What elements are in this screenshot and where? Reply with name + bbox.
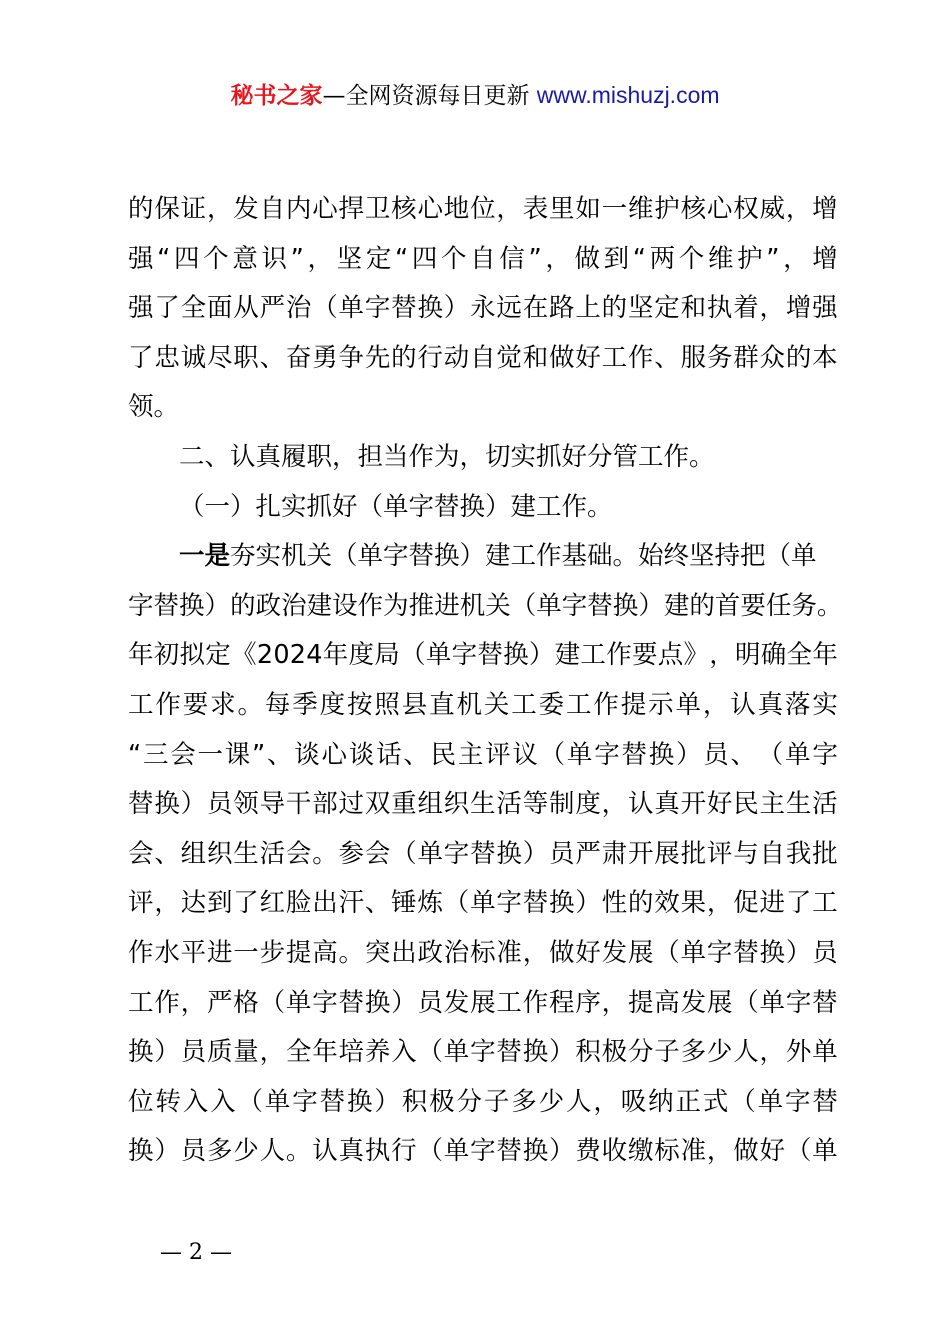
text-line: 换 ） 员 质 量 ， 全 年 培 养 入 （ 单 字 替 换 ） 积 极 分 子 多 少 人 ， 外 单 — [128, 1037, 838, 1068]
text-line: 会 、 组 织 生 活 会 。 参 会 （ 单 字 替 换 ） 员 严 肃 开 展 批 评 与 自 我 批 — [128, 838, 838, 869]
text-line: 了 忠 诚 尽 职 、 奋 勇 争 先 的 行 动 自 觉 和 做 好 工 作 、 服 务 群 众 的 本 — [128, 342, 838, 373]
text-line: 的 保 证 ， 发 自 内 心 捍 卫 核 心 地 位 ， 表 里 如 一 维 护 核 心 权 威 ， 增 — [128, 194, 838, 224]
paragraph-first-line — [128, 532, 838, 582]
text-line: 换 ） 员 多 少 人 。 认 真 执 行 （ 单 字 替 换 ） 费 收 缴 标 准 ， 做 好 （ 单 — [128, 1136, 838, 1167]
text-line: 替 换 ） 员 领 导 干 部 过 双 重 组 织 生 活 等 制 度 ， 认 真 开 好 民 主 生 活 — [128, 789, 838, 820]
subsection-heading: （一）扎实抓好（单字替换）建工作。 — [179, 491, 613, 522]
text-line: 强 了 全 面 从 严 治 （ 单 字 替 换 ） 永 远 在 路 上 的 坚 定 和 执 着 ， 增 强 — [128, 293, 838, 324]
text-line: “ 三 会 一 课 ” 、 谈 心 谈 话 、 民 主 评 议 （ 单 字 替 换 ） 员 、 （ 单 字 — [128, 739, 838, 770]
site-brand: 秘书之家 — [230, 83, 323, 109]
text-line: 领。 — [128, 392, 180, 423]
text-line: 字 替 换 ） 的 政 治 建 设 作 为 推 进 机 关 （ 单 字 替 换 ） 建 的 首 要 任 务 。 — [128, 590, 843, 621]
text-line: 年 初 拟 定 《 2 0 2 4 年 度 局 （ 单 字 替 换 ） 建 工 作 要 点 》 ， 明 确 全 年 — [128, 640, 838, 671]
text-span: 夯实机关（单字替换）建工作基础。始终坚持把（单 — [230, 541, 817, 572]
text-line: 强 “ 四 个 意 识 ” ， 坚 定 “ 四 个 自 信 ” ， 做 到 “ 两 个 维 护 ” ， 增 — [128, 243, 838, 274]
text-line: 评 ， 达 到 了 红 脸 出 汗 、 锤 炼 （ 单 字 替 换 ） 性 的 效 果 ， 促 进 了 工 — [128, 888, 838, 919]
site-tagline: —全网资源每日更新 — [322, 83, 530, 109]
text-line: 作 水 平 进 一 步 提 高 。 突 出 政 治 标 准 ， 做 好 发 展 （ 单 字 替 换 ） 员 — [128, 937, 838, 968]
document-body — [128, 185, 843, 1177]
site-url-link[interactable]: www.mishuzj.com — [536, 82, 720, 108]
page-number: — 2 — — [160, 1240, 232, 1265]
text-line: 位 转 入 入 （ 单 字 替 换 ） 积 极 分 子 多 少 人 ， 吸 纳 正 式 （ 单 字 替 — [128, 1086, 838, 1117]
text-line: 工 作 要 求 。 每 季 度 按 照 县 直 机 关 工 委 工 作 提 示 单 ， 认 真 落 实 — [128, 689, 838, 720]
lead-label: 一是 — [179, 541, 231, 572]
site-header — [0, 78, 950, 113]
section-heading: 二、认真履职，担当作为，切实抓好分管工作。 — [179, 441, 715, 472]
text-line: 工 作 ， 严 格 （ 单 字 替 换 ） 员 发 展 工 作 程 序 ， 提 高 发 展 （ 单 字 替 — [128, 987, 838, 1018]
